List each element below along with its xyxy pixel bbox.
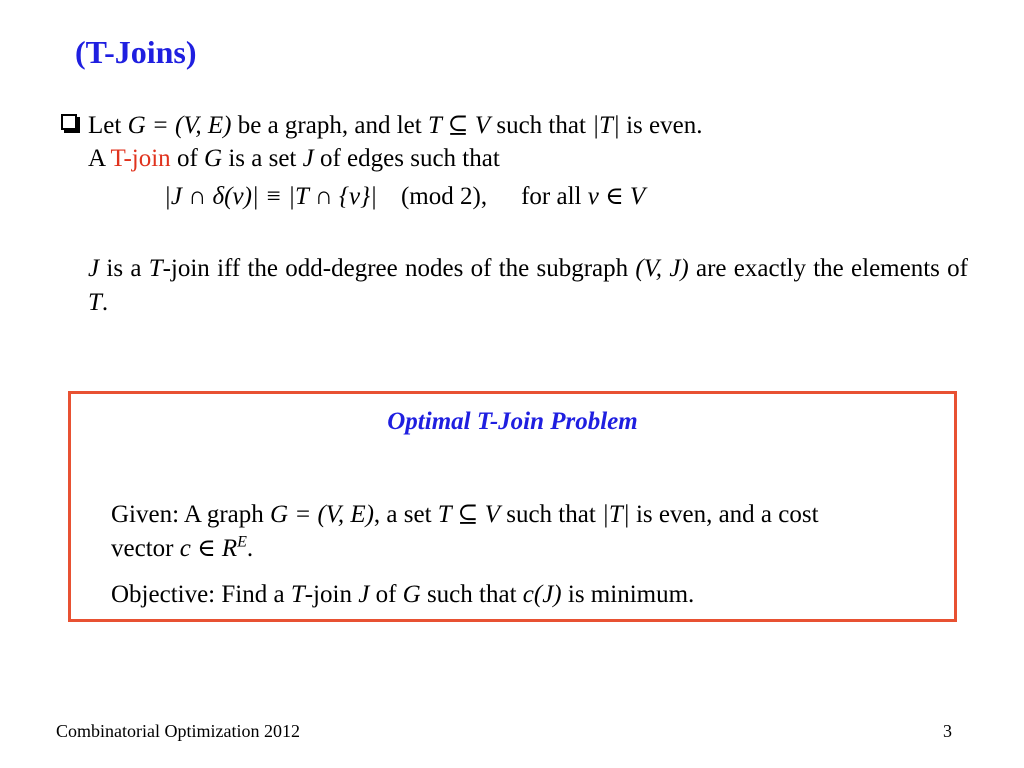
text-mod-2: (mod 2), — [400, 183, 488, 210]
text-vector: vector — [111, 535, 180, 562]
problem-given-line-1 — [111, 499, 819, 529]
footer-course-name: Combinatorial Optimization 2012 — [56, 721, 300, 741]
math-t: T — [88, 289, 102, 316]
problem-box — [68, 391, 957, 622]
text-let: Let — [88, 112, 128, 139]
math-graph: G = (V, E) — [270, 501, 374, 528]
text-odd-degree: -join iff the odd-degree nodes of the subgraph — [162, 255, 636, 282]
math-t: T — [290, 581, 305, 608]
page-number: 3 — [943, 721, 952, 741]
text-such-that: such that — [499, 501, 603, 528]
math-cardinality: |T| — [592, 112, 620, 139]
text-period: . — [246, 535, 254, 562]
math-cost-vector: c ∈ R — [179, 535, 238, 562]
math-j: J — [302, 145, 314, 172]
slide-title: (T-Joins) — [75, 34, 197, 70]
math-t: T — [148, 255, 163, 282]
text-objective: Objective: Find a — [111, 581, 291, 608]
text-of: of — [369, 581, 403, 608]
text-a: A — [88, 145, 111, 172]
problem-given-line-2 — [111, 533, 253, 563]
text-such-that: such that — [490, 112, 593, 139]
math-subgraph: (V, J) — [635, 255, 689, 282]
text-join: -join — [304, 581, 359, 608]
math-graph: G = (V, E) — [127, 112, 232, 139]
text-exactly: are exactly the elements of — [688, 255, 968, 282]
problem-objective — [111, 581, 694, 609]
text-a-set: , a set — [373, 501, 438, 528]
text-is-a-set: is a set — [222, 145, 303, 172]
math-g: G — [204, 145, 223, 172]
definition-remark — [88, 252, 968, 320]
text-for-all: for all — [521, 183, 588, 210]
text-period: . — [101, 289, 109, 316]
math-cost-of-j: c(J) — [522, 581, 562, 608]
text-is-a: is a — [99, 255, 149, 282]
definition-line-2 — [88, 145, 500, 173]
math-subset: T ⊆ V — [427, 112, 491, 139]
math-v-in-v: v ∈ V — [587, 183, 646, 210]
text-such-that: such that — [420, 581, 523, 608]
checkbox-bullet-icon — [61, 114, 77, 130]
text-given: Given: A graph — [111, 501, 271, 528]
math-parity-condition: |J ∩ δ(v)| ≡ |T ∩ {v}| — [164, 183, 377, 210]
definition-formula — [164, 181, 645, 211]
text-of: of — [170, 145, 205, 172]
text-even-cost: is even, and a cost — [629, 501, 819, 528]
math-j: J — [88, 255, 100, 282]
text-is-even: is even. — [619, 112, 703, 139]
math-j: J — [358, 581, 370, 608]
math-g: G — [402, 581, 421, 608]
text-minimum: is minimum. — [561, 581, 695, 608]
definition-line-1 — [88, 110, 702, 140]
text-edges: of edges such that — [313, 145, 500, 172]
math-cardinality: |T| — [602, 501, 630, 528]
math-superscript-e: E — [237, 533, 247, 551]
term-t-join: T-join — [110, 145, 171, 172]
text-graph: be a graph, and let — [231, 112, 428, 139]
problem-title: Optimal T-Join Problem — [387, 408, 638, 435]
math-subset: T ⊆ V — [437, 501, 500, 528]
